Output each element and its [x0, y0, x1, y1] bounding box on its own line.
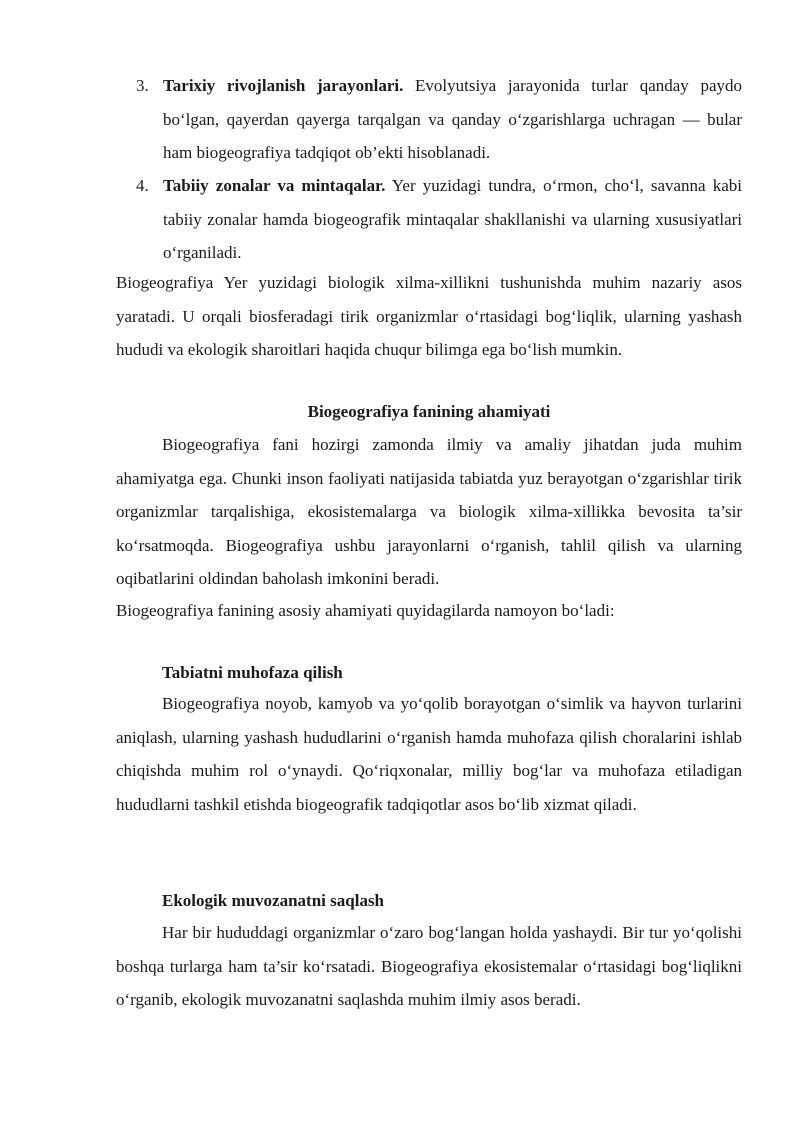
paragraph-intro: Biogeografiya Yer yuzidagi biologik xilma-xillikni tushunishda muhim nazariy asos yaratadi. U orqali biosferadagi tirik organizmlar o‘rtasidagi bog‘liqlik, ularning yashash hududi va ekologik sharoitlari haqida chuqur bilimga ega bo‘lish mumkin.: [116, 273, 742, 359]
list-item-4: [136, 169, 742, 270]
subheading-ecological-balance: Ekologik muvozanatni saqlash: [162, 891, 385, 910]
list-item-text: Yer yuzidagi tundra, o‘rmon, cho‘l, savanna kabi tabiiy zonalar hamda biogeografik mintaqalar shakllanishi va ularning xususiyatlari o‘rganiladi.: [163, 176, 742, 262]
paragraph-ecological-balance: Har bir hududdagi organizmlar o‘zaro bog‘langan holda yashaydi. Bir tur yo‘qolishi boshqa turlarga ham ta’sir ko‘rsatadi. Biogeografiya ekosistemalar o‘rtasidagi bog‘liqlikni o‘rganib, ekologik muvozanatni saqlashda muhim ilmiy asos beradi.: [116, 923, 742, 1009]
list-item-body: [163, 169, 742, 270]
subheading-nature-protection: Tabiatni muhofaza qilish: [162, 663, 343, 682]
list-number: 3.: [136, 76, 149, 95]
paragraph-importance: Biogeografiya fani hozirgi zamonda ilmiy va amaliy jihatdan juda muhim ahamiyatga ega. Chunki inson faoliyati natijasida tabiatda yuz berayotgan o‘zgarishlar tirik organizmlar tarqalishiga, ekosistemalarga va biologik xilma-xillikka bevosita ta’sir ko‘rsatmoqda. Biogeografiya ushbu jarayonlarni o‘rganish, tahlil qilish va ularning oqibatlarini oldindan baholash imkonini beradi.: [116, 435, 742, 588]
list-number: 4.: [136, 176, 149, 195]
paragraph-nature-protection: Biogeografiya noyob, kamyob va yo‘qolib borayotgan o‘simlik va hayvon turlarini aniqlash, ularning yashash hududlarini o‘rganish hamda muhofaza qilish choralarini ishlab chiqishda muhim rol o‘ynaydi. Qo‘riqxonalar, milliy bog‘lar va muhofaza etiladigan hududlarni tashkil etishda biogeografik tadqiqotlar asos bo‘lib xizmat qiladi.: [116, 694, 742, 814]
paragraph-lead: Biogeografiya fanining asosiy ahamiyati quyidagilarda namoyon bo‘ladi:: [116, 601, 615, 620]
list-item-term: Tarixiy rivojlanish jarayonlari.: [163, 76, 404, 95]
section-title: Biogeografiya fanining ahamiyati: [307, 402, 551, 421]
list-item-body: [163, 69, 742, 170]
list-item-text: Evolyutsiya jarayonida turlar qanday paydo bo‘lgan, qayerdan qayerga tarqalgan va qanday o‘zgarishlarga uchragan — bular ham biogeografiya tadqiqot ob’ekti hisoblanadi.: [163, 76, 742, 162]
list-item-term: Tabiiy zonalar va mintaqalar.: [163, 176, 386, 195]
list-item-3: [136, 69, 742, 170]
